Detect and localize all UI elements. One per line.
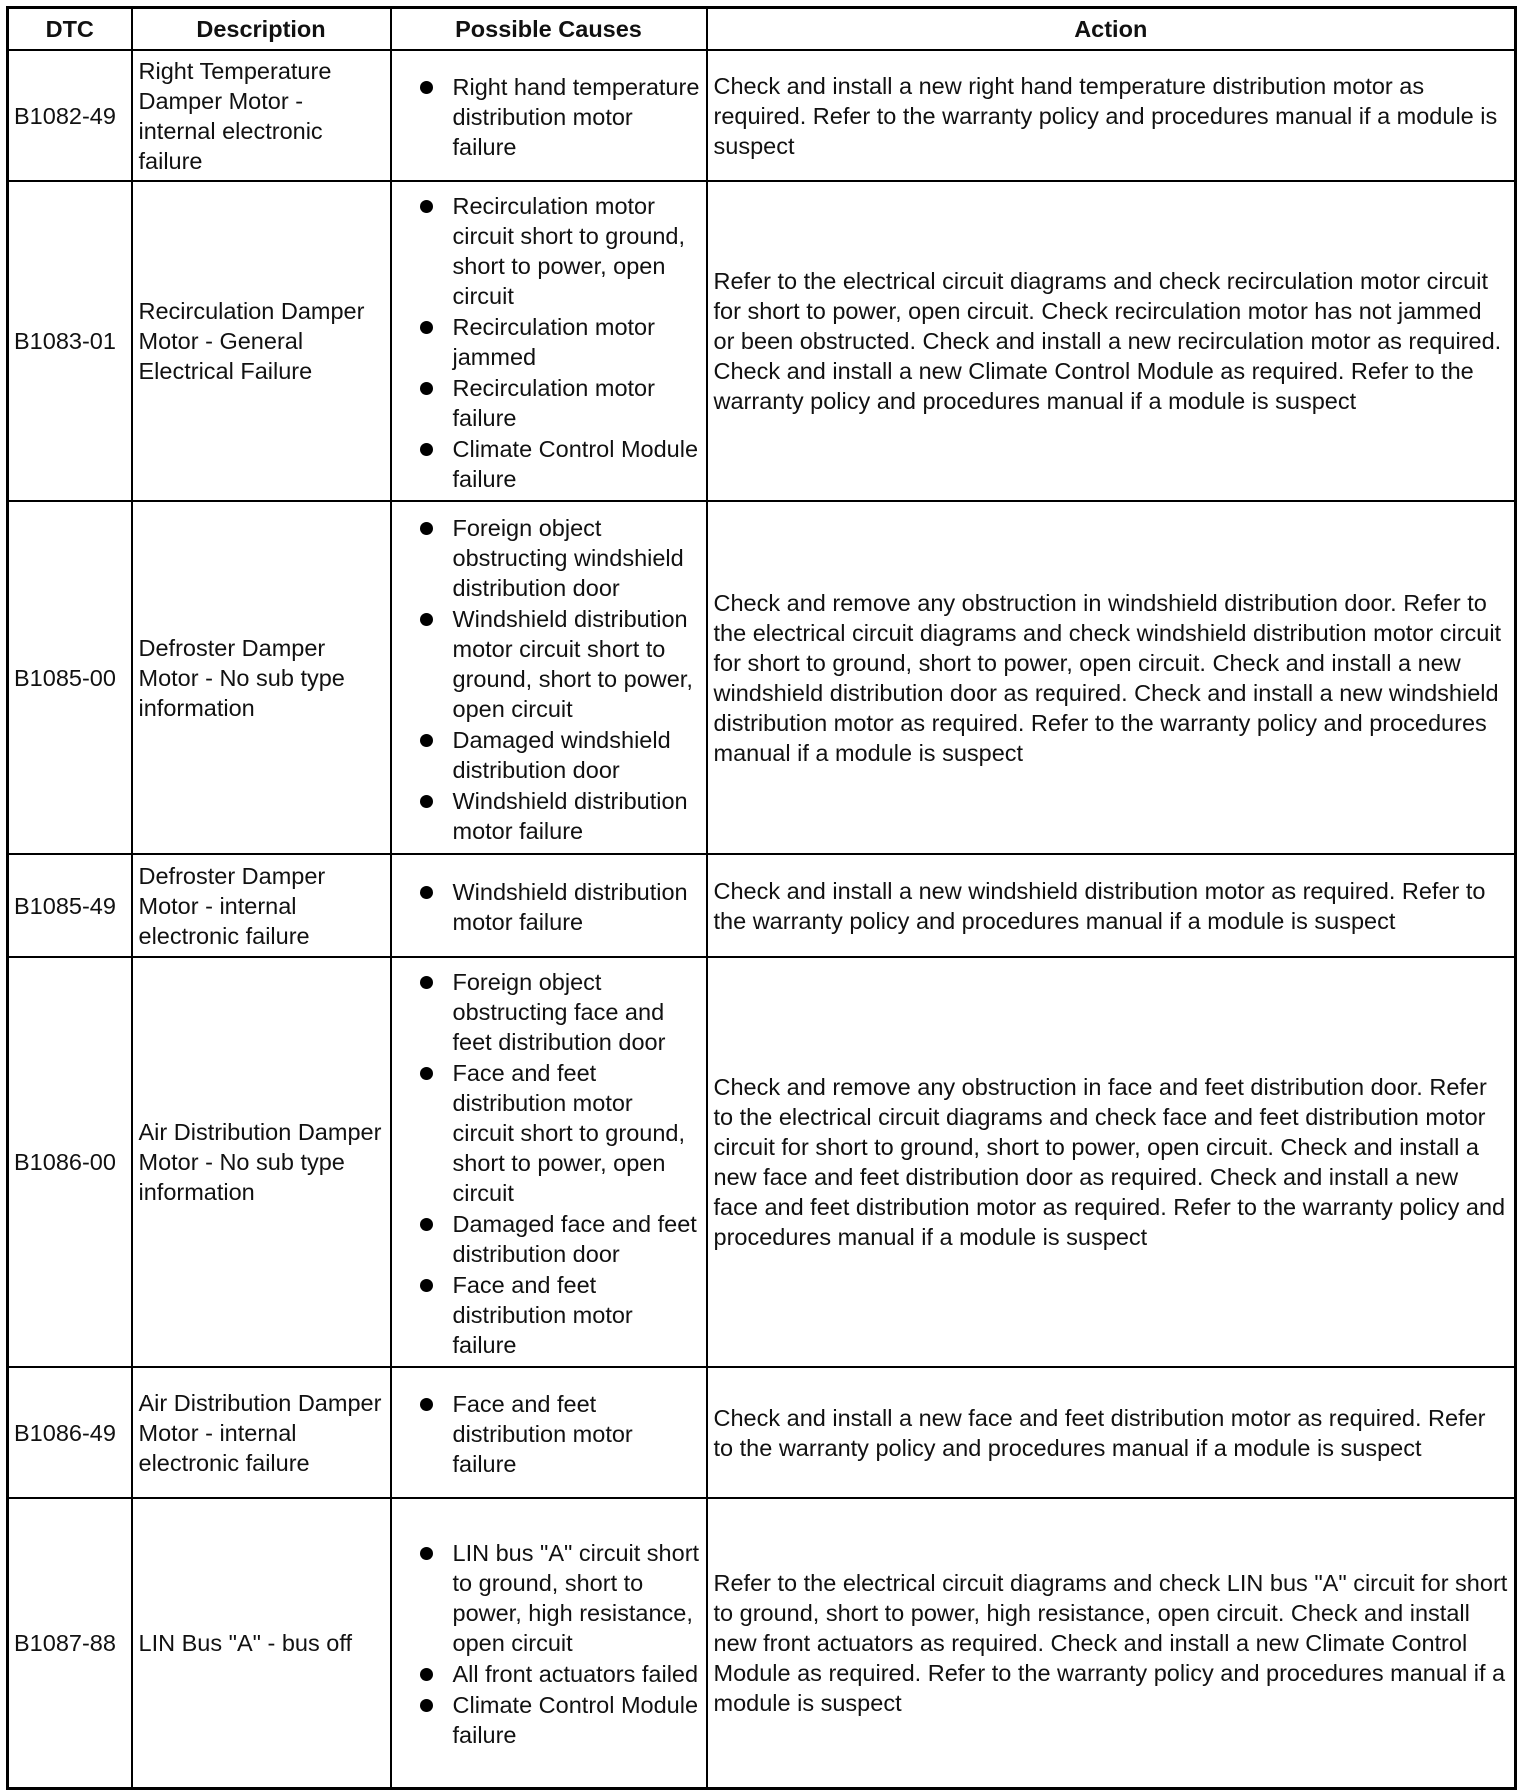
causes-list — [398, 967, 700, 1360]
dtc-code: B1086-49 — [8, 1367, 132, 1498]
causes-list — [398, 72, 700, 162]
causes-list — [398, 513, 700, 846]
header-row — [8, 8, 1516, 51]
cause-item: Recirculation motor circuit short to ground, short to power, open circuit — [398, 191, 700, 311]
header-possible-causes: Possible Causes — [391, 8, 707, 51]
cause-item: Damaged face and feet distribution door — [398, 1209, 700, 1269]
table-row — [8, 957, 1516, 1367]
cause-item: Recirculation motor jammed — [398, 312, 700, 372]
possible-causes — [391, 181, 707, 501]
table-row — [8, 501, 1516, 854]
dtc-description: Defroster Damper Motor - internal electronic failure — [132, 854, 391, 957]
cause-item: Windshield distribution motor failure — [398, 877, 700, 937]
dtc-action: Check and remove any obstruction in windshield distribution door. Refer to the electrical circuit diagrams and check windshield distribution motor circuit for short to ground, short to power, open circuit. Check and install a new windshield distribution door as required. Check and install a new windshield distribution motor as required. Refer to the warranty policy and procedures manual if a module is suspect — [707, 501, 1516, 854]
cause-item: Recirculation motor failure — [398, 373, 700, 433]
cause-item: Foreign object obstructing windshield distribution door — [398, 513, 700, 603]
dtc-action: Check and install a new right hand temperature distribution motor as required. Refer to the warranty policy and procedures manual if a module is suspect — [707, 50, 1516, 181]
possible-causes — [391, 1498, 707, 1788]
dtc-action: Check and remove any obstruction in face and feet distribution door. Refer to the electrical circuit diagrams and check face and feet distribution motor circuit for short to ground, short to power, open circuit. Check and install a new face and feet distribution door as required. Check and install a new face and feet distribution motor as required. Refer to the warranty policy and procedures manual if a module is suspect — [707, 957, 1516, 1367]
cause-item: Right hand temperature distribution motor failure — [398, 72, 700, 162]
cause-item: Climate Control Module failure — [398, 1690, 700, 1750]
table-row — [8, 181, 1516, 501]
cause-item: Windshield distribution motor circuit short to ground, short to power, open circuit — [398, 604, 700, 724]
cause-item: All front actuators failed — [398, 1659, 700, 1689]
cause-item: Foreign object obstructing face and feet distribution door — [398, 967, 700, 1057]
cause-item: Windshield distribution motor failure — [398, 786, 700, 846]
causes-list — [398, 191, 700, 494]
cause-item: Face and feet distribution motor failure — [398, 1389, 700, 1479]
possible-causes — [391, 854, 707, 957]
dtc-code: B1082-49 — [8, 50, 132, 181]
dtc-code: B1085-49 — [8, 854, 132, 957]
dtc-code: B1085-00 — [8, 501, 132, 854]
header-dtc: DTC — [8, 8, 132, 51]
dtc-description: Right Temperature Damper Motor - internal electronic failure — [132, 50, 391, 181]
dtc-description: Defroster Damper Motor - No sub type information — [132, 501, 391, 854]
dtc-description: Recirculation Damper Motor - General Electrical Failure — [132, 181, 391, 501]
possible-causes — [391, 957, 707, 1367]
dtc-action: Check and install a new face and feet distribution motor as required. Refer to the warranty policy and procedures manual if a module is suspect — [707, 1367, 1516, 1498]
causes-list — [398, 877, 700, 937]
possible-causes — [391, 50, 707, 181]
cause-item: Climate Control Module failure — [398, 434, 700, 494]
dtc-code: B1086-00 — [8, 957, 132, 1367]
cause-item: Face and feet distribution motor failure — [398, 1270, 700, 1360]
dtc-description: Air Distribution Damper Motor - internal electronic failure — [132, 1367, 391, 1498]
dtc-action: Refer to the electrical circuit diagrams and check LIN bus "A" circuit for short to ground, short to power, high resistance, open circuit. Check and install new front actuators as required. Check and install a new Climate Control Module as required. Refer to the warranty policy and procedures manual if a module is suspect — [707, 1498, 1516, 1788]
possible-causes — [391, 501, 707, 854]
table-row — [8, 1367, 1516, 1498]
table-row — [8, 50, 1516, 181]
dtc-table — [6, 6, 1517, 1790]
header-action: Action — [707, 8, 1516, 51]
causes-list — [398, 1389, 700, 1479]
dtc-action: Check and install a new windshield distribution motor as required. Refer to the warranty policy and procedures manual if a module is suspect — [707, 854, 1516, 957]
dtc-action: Refer to the electrical circuit diagrams and check recirculation motor circuit for short to power, open circuit. Check recirculation motor has not jammed or been obstructed. Check and install a new recirculation motor as required. Check and install a new Climate Control Module as required. Refer to the warranty policy and procedures manual if a module is suspect — [707, 181, 1516, 501]
cause-item: Face and feet distribution motor circuit short to ground, short to power, open circuit — [398, 1058, 700, 1208]
header-description: Description — [132, 8, 391, 51]
possible-causes — [391, 1367, 707, 1498]
table-row — [8, 1498, 1516, 1788]
cause-item: Damaged windshield distribution door — [398, 725, 700, 785]
causes-list — [398, 1538, 700, 1750]
dtc-description: LIN Bus "A" - bus off — [132, 1498, 391, 1788]
cause-item: LIN bus "A" circuit short to ground, short to power, high resistance, open circuit — [398, 1538, 700, 1658]
table-row — [8, 854, 1516, 957]
dtc-code: B1083-01 — [8, 181, 132, 501]
dtc-code: B1087-88 — [8, 1498, 132, 1788]
dtc-description: Air Distribution Damper Motor - No sub type information — [132, 957, 391, 1367]
